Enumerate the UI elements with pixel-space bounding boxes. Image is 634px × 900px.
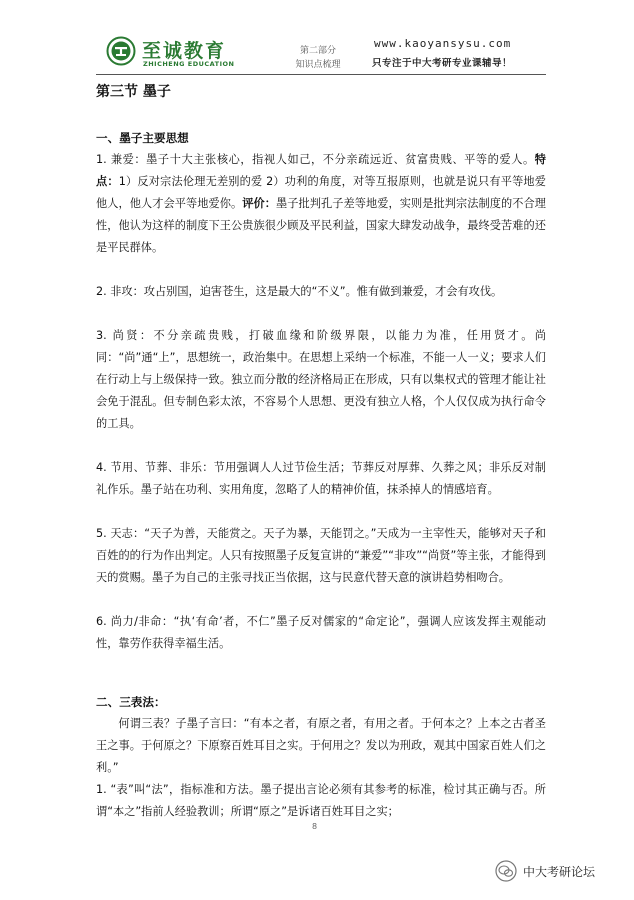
logo-badge-icon	[106, 36, 136, 66]
spacer	[96, 589, 546, 611]
header-url: www.kaoyansysu.com	[374, 37, 512, 50]
watermark	[495, 860, 595, 882]
spacer	[96, 435, 546, 457]
document-body	[96, 81, 546, 823]
page-number: 8	[312, 822, 318, 831]
paragraph-shangxian: 3. 尚贤：不分亲疏贵贱，打破血缘和阶级界限，以能力为准，任用贤才。尚同：“尚”通“上”，思想统一，政治集中。在思想上采纳一个标准，不能一人一义；要求人们在行动上与上级保持一致。独立而分散的经济格局正在形成，只有以集权式的管理才能让社会免于混乱。但专制色彩太浓，不容易个人思想、更没有独立人格，个人仅仅成为执行命令的工具。	[96, 329, 546, 430]
logo-text: 至诚教育	[142, 40, 227, 62]
paragraph-tianzhi: 5. 天志：“天子为善，天能赏之。天子为暴，天能罚之。”天成为一主宰性天，能够对天子和百姓的的行为作出判定。人只有按照墨子反复宣讲的“兼爱”“非攻”“尚贤”等主张，才能得到天的赏赐。墨子为自己的主张寻找正当依据，这与民意代替天意的演讲趋势相吻合。	[96, 527, 546, 584]
header-part-line1: 第二部分	[299, 46, 336, 56]
header-part-line2: 知识点梳理	[295, 60, 341, 70]
section-title: 第三节 墨子	[96, 84, 171, 100]
header-slogan: 只专注于中大考研专业课辅导！	[372, 58, 513, 69]
page-header	[0, 0, 634, 80]
spacer	[96, 501, 546, 523]
paragraph-jieyong: 4. 节用、节葬、非乐：节用强调人人过节俭生活；节葬反对厚葬、久葬之风；非乐反对制礼作乐。墨子站在功利、实用角度，忽略了人的精神价值，抹杀掉人的情感培育。	[96, 461, 546, 496]
header-part-label	[292, 44, 344, 72]
spacer	[96, 303, 546, 325]
watermark-text: 中大考研论坛	[523, 864, 596, 879]
wechat-icon	[495, 860, 517, 882]
header-divider	[96, 74, 546, 75]
spacer	[96, 259, 546, 281]
paragraph-shangli: 6. 尚力/非命：“执‘有命’者，不仁”墨子反对儒家的“命定论”，强调人应该发挥主观能动性，靠劳作获得幸福生活。	[96, 615, 546, 650]
paragraph-sanbiao-quote: 何谓三表？子墨子言曰：“有本之者，有原之者，有用之者。于何本之？上本之古者圣王之事。于何原之？下原察百姓耳目之实。于何用之？发以为刑政，观其中国家百姓人们之利。”	[96, 717, 546, 774]
paragraph-jianai-text-c: 墨子批判孔子差等地爱，实则是批判宗法制度的不合理性，他认为这样的制度下王公贵族很少顾及平民利益，国家大肆发动战争，最终受苦难的还是平民群体。	[96, 197, 546, 254]
heading-main-ideas: 一、墨子主要思想	[96, 131, 189, 145]
paragraph-jianai-text-b: 1）反对宗法伦理无差别的爱 2）功利的角度，对等互报原则，也就是说只有平等地爱他人，他人才会平等地爱你。	[96, 175, 546, 210]
paragraph-jianai-text-a: 1. 兼爱：墨子十大主张核心，指视人如己，不分亲疏远近、贫富贵贱、平等的爱人。	[96, 153, 535, 166]
paragraph-biao-definition: 1. “表”叫“法”，指标准和方法。墨子提出言论必须有其参考的标准，检讨其正确与否。所谓“本之”指前人经验教训；所谓“原之”是诉诸百姓耳目之实；	[96, 783, 546, 818]
paragraph-feigong: 2. 非攻：攻占别国，迫害苍生，这是最大的“不义”。惟有做到兼爱，才会有攻伐。	[96, 285, 503, 298]
paragraph-jianai	[96, 149, 546, 259]
logo-subtitle: ZHICHENG EDUCATION	[143, 60, 235, 68]
label-features: 特点：	[96, 153, 546, 188]
heading-three-standards: 二、三表法：	[96, 695, 166, 709]
spacer	[96, 655, 546, 691]
label-evaluation: 评价：	[242, 197, 277, 210]
